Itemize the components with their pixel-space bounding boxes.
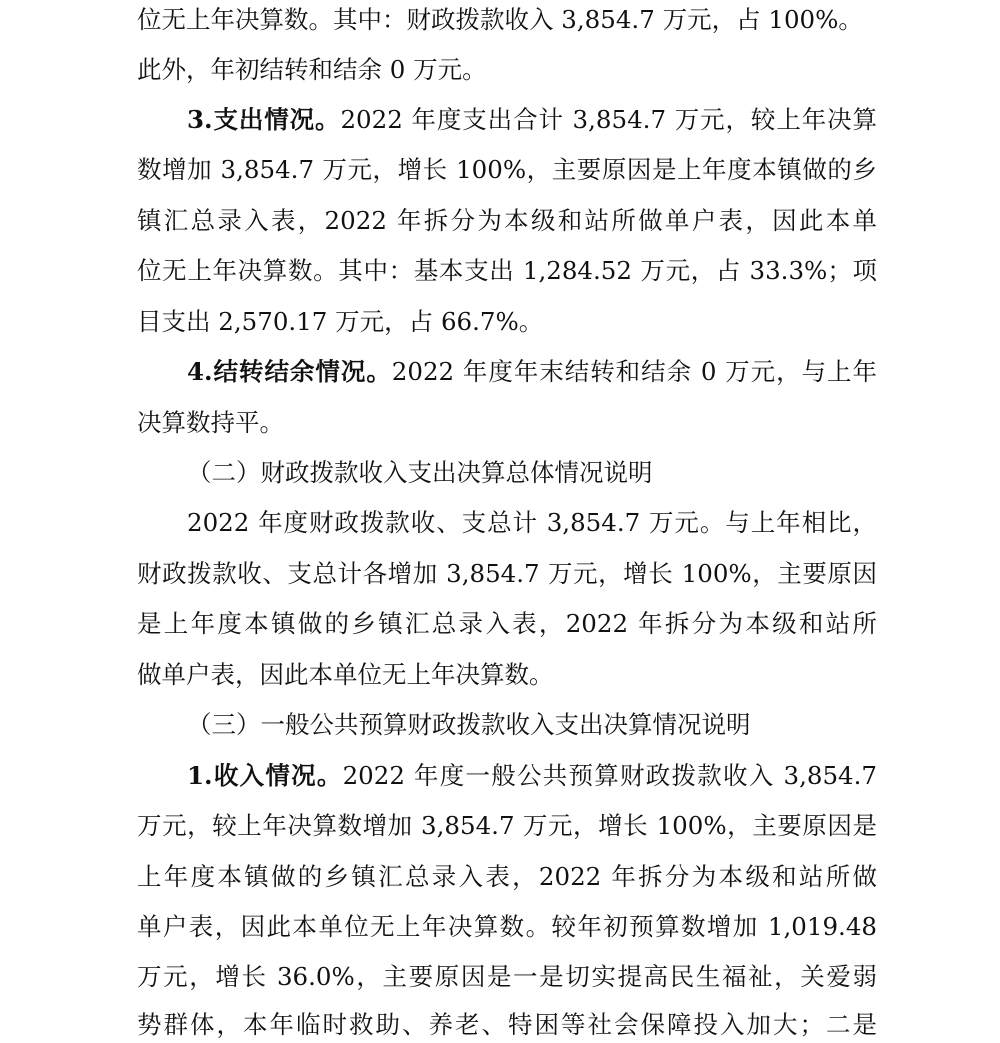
line-text: 位无上年决算数。其中：基本支出 1,284.52 万元，占 33.3%；项 xyxy=(137,256,877,285)
body-text-line xyxy=(137,860,877,894)
body-text-line xyxy=(137,809,877,843)
body-text-line xyxy=(137,557,877,591)
line-text: 此外，年初结转和结余 0 万元。 xyxy=(137,55,487,84)
line-text: 位无上年决算数。其中：财政拨款收入 3,854.7 万元，占 100%。 xyxy=(137,5,863,34)
section-lead-line xyxy=(187,103,877,137)
subsection-heading xyxy=(187,456,877,490)
body-text-line xyxy=(137,254,877,288)
line-text: 2022 年度财政拨款收、支总计 3,854.7 万元。与上年相比， xyxy=(187,508,877,537)
line-text: 2022 年度年末结转和结余 0 万元，与上年 xyxy=(391,357,877,386)
line-text: 2022 年度一般公共预算财政拨款收入 3,854.7 xyxy=(342,761,877,790)
line-text: 决算数持平。 xyxy=(137,408,284,437)
heading-text: （三）一般公共预算财政拨款收入支出决算情况说明 xyxy=(187,710,751,739)
line-text: 2022 年度支出合计 3,854.7 万元，较上年决算 xyxy=(340,105,877,134)
body-text-line xyxy=(137,960,877,994)
body-text-line xyxy=(137,53,877,87)
line-text: 镇汇总录入表，2022 年拆分为本级和站所做单户表，因此本单 xyxy=(137,206,877,235)
body-text-line xyxy=(137,204,877,238)
line-text: 万元，较上年决算数增加 3,854.7 万元，增长 100%，主要原因是 xyxy=(137,811,877,840)
line-text: 目支出 2,570.17 万元，占 66.7%。 xyxy=(137,307,544,336)
body-text-line xyxy=(137,658,877,692)
line-text: 单户表，因此本单位无上年决算数。较年初预算数增加 1,019.48 xyxy=(137,912,877,941)
heading-text: （二）财政拨款收入支出决算总体情况说明 xyxy=(187,458,653,487)
section-lead-line xyxy=(187,355,877,389)
section-lead-label: 3.支出情况。 xyxy=(187,105,341,134)
line-text: 势群体，本年临时救助、养老、特困等社会保障投入加大；二是 xyxy=(137,1010,877,1039)
subsection-heading xyxy=(187,708,877,742)
line-text: 上年度本镇做的乡镇汇总录入表，2022 年拆分为本级和站所做 xyxy=(137,862,877,891)
line-text: 财政拨款收、支总计各增加 3,854.7 万元，增长 100%，主要原因 xyxy=(137,559,877,588)
line-text: 数增加 3,854.7 万元，增长 100%，主要原因是上年度本镇做的乡 xyxy=(137,155,877,184)
body-text-line xyxy=(137,910,877,944)
section-lead-label: 4.结转结余情况。 xyxy=(187,357,392,386)
body-text-line xyxy=(137,607,877,641)
body-text-line xyxy=(137,153,877,187)
line-text: 是上年度本镇做的乡镇汇总录入表，2022 年拆分为本级和站所 xyxy=(137,609,877,638)
body-text-line xyxy=(137,406,877,440)
body-text-line xyxy=(137,3,877,37)
body-text-line xyxy=(137,305,877,339)
line-text: 万元，增长 36.0%，主要原因是一是切实提高民生福祉，关爱弱 xyxy=(137,962,877,991)
body-text-line xyxy=(187,506,877,540)
section-lead-line xyxy=(187,759,877,793)
body-text-line xyxy=(137,1008,877,1042)
line-text: 做单户表，因此本单位无上年决算数。 xyxy=(137,660,554,689)
section-lead-label: 1.收入情况。 xyxy=(187,761,343,790)
